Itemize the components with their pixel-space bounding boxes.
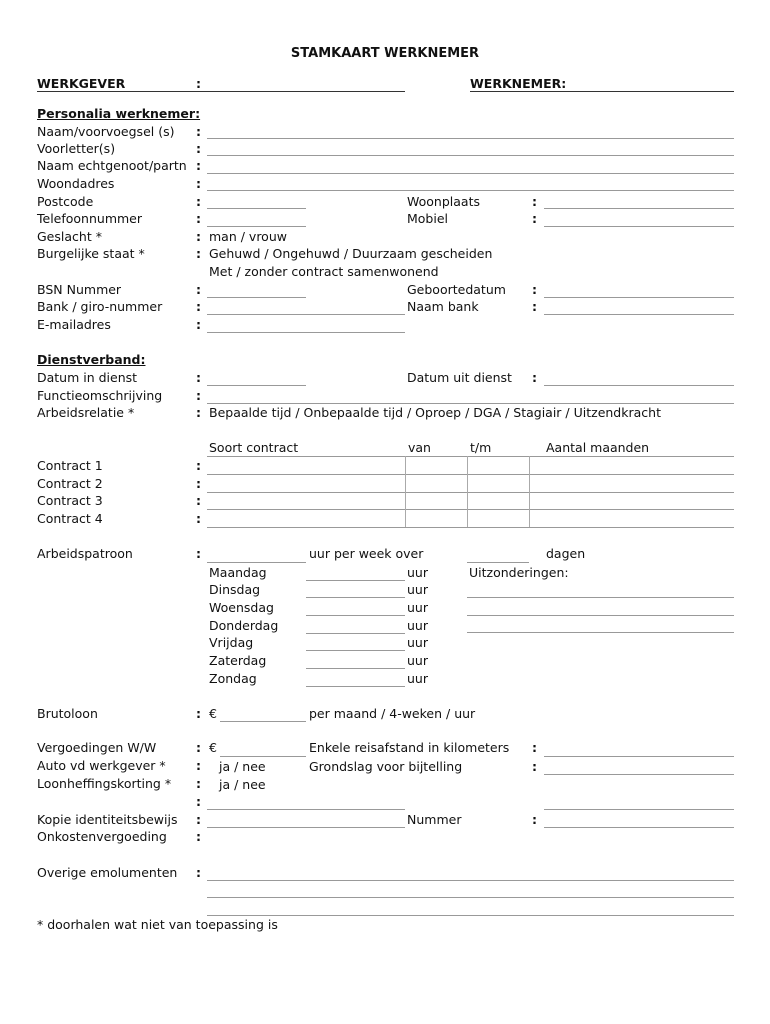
day-label: Donderdag [209,618,279,633]
day-hours-field[interactable] [306,580,405,581]
day-hours-field[interactable] [306,650,405,651]
echtgenoot-field[interactable] [207,173,734,174]
overige-line-1[interactable] [207,880,734,881]
datum-in-dienst-label: Datum in dienst [37,370,138,385]
woonplaats-field[interactable] [544,208,734,209]
colon: : [196,176,201,191]
werkgever-field[interactable] [37,91,405,92]
uur-label: uur [407,618,428,633]
contract-2-line[interactable] [207,492,734,493]
naam-label: Naam/voorvoegsel (s) [37,124,175,139]
werknemer-label: WERKNEMER: [470,76,567,91]
voorletters-label: Voorletter(s) [37,141,116,156]
contract-1-line[interactable] [207,474,734,475]
contract-row-label: Contract 4 [37,511,103,526]
uur-label: uur [407,671,428,686]
day-hours-field[interactable] [306,686,405,687]
colon: : [196,706,201,721]
euro-sign: € [209,740,217,755]
datum-uit-dienst-field[interactable] [544,385,734,386]
overige-line-3[interactable] [207,915,734,916]
naam-bank-field[interactable] [544,314,734,315]
werknemer-field[interactable] [470,91,734,92]
functie-field[interactable] [207,403,734,404]
geboortedatum-field[interactable] [544,297,734,298]
colon: : [196,141,201,156]
mobiel-label: Mobiel [407,211,449,226]
colon: : [196,317,201,332]
colon: : [196,370,201,385]
brutoloon-period-options[interactable]: per maand / 4-weken / uur [309,706,476,721]
colon: : [196,246,201,261]
colon: : [196,211,201,226]
contract-3-line[interactable] [207,509,734,510]
col-tm: t/m [470,440,492,455]
kopie-id-field[interactable] [207,827,405,828]
email-label: E-mailadres [37,317,111,332]
uren-per-week-field[interactable] [207,562,306,563]
colon: : [532,370,537,385]
uur-label: uur [407,653,428,668]
datum-in-dienst-field[interactable] [207,385,306,386]
woondadres-label: Woondadres [37,176,115,191]
footnote: * doorhalen wat niet van toepassing is [37,917,278,932]
werkgever-label: WERKGEVER [37,76,126,91]
uitzonderingen-line-1[interactable] [467,597,734,598]
geboortedatum-label: Geboortedatum [407,282,506,297]
dagen-field[interactable] [467,562,529,563]
day-label: Dinsdag [209,582,261,597]
brutoloon-field[interactable] [220,721,306,722]
colon: : [196,158,201,173]
day-label: Zaterdag [209,653,267,668]
col-van: van [408,440,431,455]
postcode-label: Postcode [37,194,94,209]
colon: : [532,740,537,755]
nummer-label: Nummer [407,812,462,827]
overige-line-2[interactable] [207,897,734,898]
colon: : [196,740,201,755]
colon: : [196,229,201,244]
colon: : [196,812,201,827]
bank-field[interactable] [207,314,405,315]
postcode-field[interactable] [207,208,306,209]
dienstverband-heading: Dienstverband: [37,352,146,367]
extra-field[interactable] [207,809,405,810]
day-label: Vrijdag [209,635,254,650]
uitzonderingen-line-3[interactable] [467,632,734,633]
telefoon-label: Telefoonnummer [37,211,143,226]
colon: : [196,776,201,791]
col-aantal-maanden: Aantal maanden [546,440,650,455]
colon: : [196,511,201,526]
contract-4-line[interactable] [207,527,734,528]
colon: : [196,493,201,508]
colon: : [196,758,201,773]
echtgenoot-label: Naam echtgenoot/partn [37,158,187,173]
grondslag-field[interactable] [544,774,734,775]
uur-per-week-label: uur per week over [309,546,424,561]
personalia-heading: Personalia werknemer: [37,106,201,121]
table-divider [405,456,406,527]
burgerlijke-staat-options[interactable]: Gehuwd / Ongehuwd / Duurzaam gescheiden [209,246,493,261]
uur-label: uur [407,600,428,615]
auto-ja-nee-options[interactable]: ja / nee [219,759,266,774]
functie-label: Functieomschrijving [37,388,163,403]
colon: : [532,282,537,297]
colon: : [196,476,201,491]
colon: : [196,76,201,91]
colon: : [196,458,201,473]
col-soort-contract: Soort contract [209,440,299,455]
geslacht-options[interactable]: man / vrouw [209,229,287,244]
kopie-id-label: Kopie identiteitsbewijs [37,812,178,827]
loonheffing-label: Loonheffingskorting * [37,776,172,791]
contract-row-label: Contract 2 [37,476,103,491]
day-hours-field[interactable] [306,615,405,616]
overige-label: Overige emolumenten [37,865,178,880]
vergoedingen-label: Vergoedingen W/W [37,740,157,755]
colon: : [196,282,201,297]
colon: : [532,299,537,314]
day-hours-field[interactable] [306,633,405,634]
colon: : [196,794,201,809]
colon: : [532,211,537,226]
page-title: STAMKAART WERKNEMER [290,46,480,61]
voorletters-field[interactable] [207,155,734,156]
bsn-field[interactable] [207,297,306,298]
contract-row-label: Contract 1 [37,458,103,473]
datum-uit-dienst-label: Datum uit dienst [407,370,512,385]
uitzonderingen-label: Uitzonderingen: [469,565,569,580]
brutoloon-label: Brutoloon [37,706,98,721]
woonplaats-label: Woonplaats [407,194,480,209]
day-label: Woensdag [209,600,274,615]
uur-label: uur [407,582,428,597]
day-hours-field[interactable] [306,668,405,669]
colon: : [196,829,201,844]
colon: : [196,405,201,420]
euro-sign: € [209,706,217,721]
colon: : [196,124,201,139]
reisafstand-field[interactable] [544,756,734,757]
vergoedingen-field[interactable] [220,756,306,757]
colon: : [196,388,201,403]
reisafstand-label: Enkele reisafstand in kilometers [309,740,510,755]
colon: : [196,865,201,880]
burgerlijke-staat-label: Burgelijke staat * [37,246,145,261]
colon: : [532,759,537,774]
extra-field-right[interactable] [544,809,734,810]
nummer-field[interactable] [544,827,734,828]
loonheffing-ja-nee-options[interactable]: ja / nee [219,777,266,792]
day-label: Zondag [209,671,257,686]
arbeidspatroon-label: Arbeidspatroon [37,546,133,561]
colon: : [532,194,537,209]
day-hours-field[interactable] [306,597,405,598]
auto-label: Auto vd werkgever * [37,758,166,773]
naam-bank-label: Naam bank [407,299,479,314]
telefoon-field[interactable] [207,226,306,227]
email-field[interactable] [207,332,405,333]
bank-label: Bank / giro-nummer [37,299,163,314]
bsn-label: BSN Nummer [37,282,122,297]
colon: : [196,194,201,209]
samenwonend-options[interactable]: Met / zonder contract samenwonend [209,264,439,279]
colon: : [196,546,201,561]
table-divider [529,456,530,527]
colon: : [532,812,537,827]
colon: : [196,299,201,314]
mobiel-field[interactable] [544,226,734,227]
naam-field[interactable] [207,138,734,139]
day-label: Maandag [209,565,267,580]
contract-row-label: Contract 3 [37,493,103,508]
arbeidsrelatie-label: Arbeidsrelatie * [37,405,135,420]
table-divider [467,456,468,527]
dagen-label: dagen [546,546,586,561]
table-header-line [207,456,734,457]
arbeidsrelatie-options[interactable]: Bepaalde tijd / Onbepaalde tijd / Oproep / DGA / Stagiair / Uitzendkracht [209,405,661,420]
grondslag-label: Grondslag voor bijtelling [309,759,463,774]
geslacht-label: Geslacht * [37,229,102,244]
woondadres-field[interactable] [207,190,734,191]
uur-label: uur [407,635,428,650]
uitzonderingen-line-2[interactable] [467,615,734,616]
uur-label: uur [407,565,428,580]
onkosten-label: Onkostenvergoeding [37,829,167,844]
